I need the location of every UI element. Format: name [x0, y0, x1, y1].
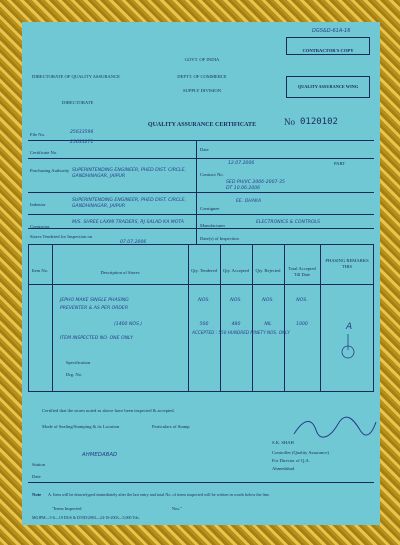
unit-tendered: NOS.: [198, 298, 210, 303]
rule: [196, 192, 197, 214]
rule: [220, 244, 221, 392]
official-city: Ahmedabad: [272, 466, 295, 471]
unit-rejected: NOS.: [262, 298, 274, 303]
spec-label: Specification: [66, 360, 91, 365]
note-text: A. Item will be drawn/typed immediately after the last entry and total No. of items inspected will be written in words below the line.: [48, 492, 270, 497]
certified-text: Certified that the stores noted as above have been inspected & accepted.: [42, 408, 175, 413]
govt-label: GOVT. OF INDIA: [184, 57, 220, 62]
contractor-value: M/S. SHREE LAXMI TRADERS, RJ SALAD KA MOTA: [72, 220, 184, 225]
note-nos: Nos.": [172, 506, 182, 511]
stamp-label: Particulars of Stamp: [152, 424, 190, 429]
contract-date-value: 12.07.2006: [228, 161, 255, 166]
table-header-rule: [28, 284, 374, 285]
directorate-left: DIRECTORATE OF QUALITY ASSURANCE: [32, 74, 120, 79]
rule: [320, 244, 321, 392]
qty-total: 1000: [296, 322, 308, 327]
copy-label: CONTRACTOR'S COPY: [302, 48, 354, 53]
rule: [188, 244, 189, 392]
unit-total: NOS.: [296, 298, 308, 303]
file-value: 25633596: [70, 130, 94, 135]
col-tendered: Qty. Tendered: [191, 268, 217, 273]
rule: [196, 214, 197, 228]
purchasing-value: SUPERINTENDING ENGINEER, PHED DIST. CIRCLE, GANDHINAGAR, JAIPUR: [72, 168, 187, 179]
supply-label: SUPPLY DIVISION: [182, 88, 222, 93]
station-label: Station: [32, 462, 46, 467]
rule: [196, 140, 197, 158]
file-label: File No.: [30, 132, 46, 137]
contract-dt-value: DT 10.06.2006: [226, 186, 261, 191]
remark-stamp-icon: [338, 330, 358, 360]
col-accepted: Qty. Accepted: [223, 268, 249, 273]
rule: [52, 244, 53, 392]
desc-line1: JEPHO MAKE SINGLE PHASING: [60, 298, 129, 303]
qty-accepted: 480: [231, 322, 241, 327]
consignee-value: EE. DHAKA: [236, 199, 262, 204]
note-label: Note: [32, 492, 42, 497]
desc-line3: ITEM INSPECTED NO. ONE ONLY: [60, 336, 133, 341]
unit-accepted: NOS.: [230, 298, 242, 303]
contract-label: Contract No.: [200, 172, 224, 177]
manufacturer-label: Manufacturer: [200, 223, 225, 228]
remark-letter: A: [346, 322, 353, 332]
rule: [28, 192, 374, 193]
contract-no-value: SED PH/VC 2006-2007-35: [226, 180, 285, 185]
official-title: Controller (Quality Assurance): [272, 450, 329, 455]
tendered-label: Stores Tendered for Inspection on: [30, 234, 93, 239]
rule: [28, 158, 374, 159]
rule: [28, 482, 374, 483]
col-rejected: Qty. Rejected: [255, 268, 281, 273]
tendered-value: 07.07.2006: [120, 240, 147, 245]
dept-label: DEPTT. OF COMMERCE: [177, 74, 227, 79]
qty-rejected: NIL: [264, 322, 272, 327]
wing-box: [286, 76, 370, 98]
qty-tendered: 500: [199, 322, 209, 327]
signature-icon: [290, 414, 380, 440]
desc-line2: PREVENTER & AS PER ORDER: [60, 306, 129, 311]
rule: [196, 158, 197, 192]
copy-box: [286, 37, 370, 55]
drg-label: Drg. No.: [66, 372, 83, 377]
part-label: PART: [334, 161, 346, 166]
cert-no-label: No: [284, 117, 295, 127]
manufacturer-value: ELECTRONICS & CONTROLS: [256, 220, 321, 225]
form-code: DGS&D-61A-16: [312, 28, 351, 34]
rule: [196, 228, 197, 244]
date-label-footer: Date: [32, 474, 41, 479]
certificate-paper: [22, 22, 380, 525]
inspection-label: Date(s) of Inspection: [200, 236, 239, 241]
col-total: Total Accepted Till Date: [288, 266, 316, 277]
note-passed: "Items Inspected: [52, 506, 82, 511]
date-label: Date: [200, 147, 209, 152]
wing-label: QUALITY ASSURANCE WING: [297, 84, 359, 89]
directorate-bottom: DIRECTORATE: [62, 100, 94, 105]
indentor-value: SUPERINTENDING ENGINEER, PHED DIST. CIRCLE, GANDHINAGAR, JAIPUR: [72, 198, 187, 209]
printer-line: MGIPM—5-6—19 DGS & D/ND/2003—24-10-2003—5,000 Yds.: [32, 515, 140, 520]
rule: [252, 244, 253, 392]
contractor-label: Contractor: [30, 224, 50, 229]
cert-no: 0120102: [300, 117, 338, 127]
certificate-title: QUALITY ASSURANCE CERTIFICATE: [147, 122, 257, 128]
consignee-label: Consignee: [200, 206, 220, 211]
cert-label: Certificate No.: [30, 150, 58, 155]
rule: [28, 214, 374, 215]
col-item: Item No.: [31, 268, 49, 273]
indentor-label: Indentor: [30, 202, 46, 207]
official-name: S.K. SHAH: [272, 440, 294, 445]
station-value: AHMEDABAD: [82, 452, 118, 458]
accepted-words: ACCEPTED : 550 HUNDRED NINETY NOS. ONLY: [192, 330, 290, 335]
col-desc: Description of Stores: [100, 270, 140, 275]
col-remarks: PHASING REMARKS THIS: [325, 258, 369, 269]
official-dir: For Director of Q.A.: [272, 458, 310, 463]
sealing-label: Mode of Sealing/Stamping & its Location: [42, 424, 120, 429]
rule: [28, 228, 374, 229]
cert-value: 25633271: [70, 140, 94, 145]
desc-qty: (1400 NOS.): [114, 322, 143, 327]
purchasing-label: Purchasing Authority: [30, 168, 70, 173]
